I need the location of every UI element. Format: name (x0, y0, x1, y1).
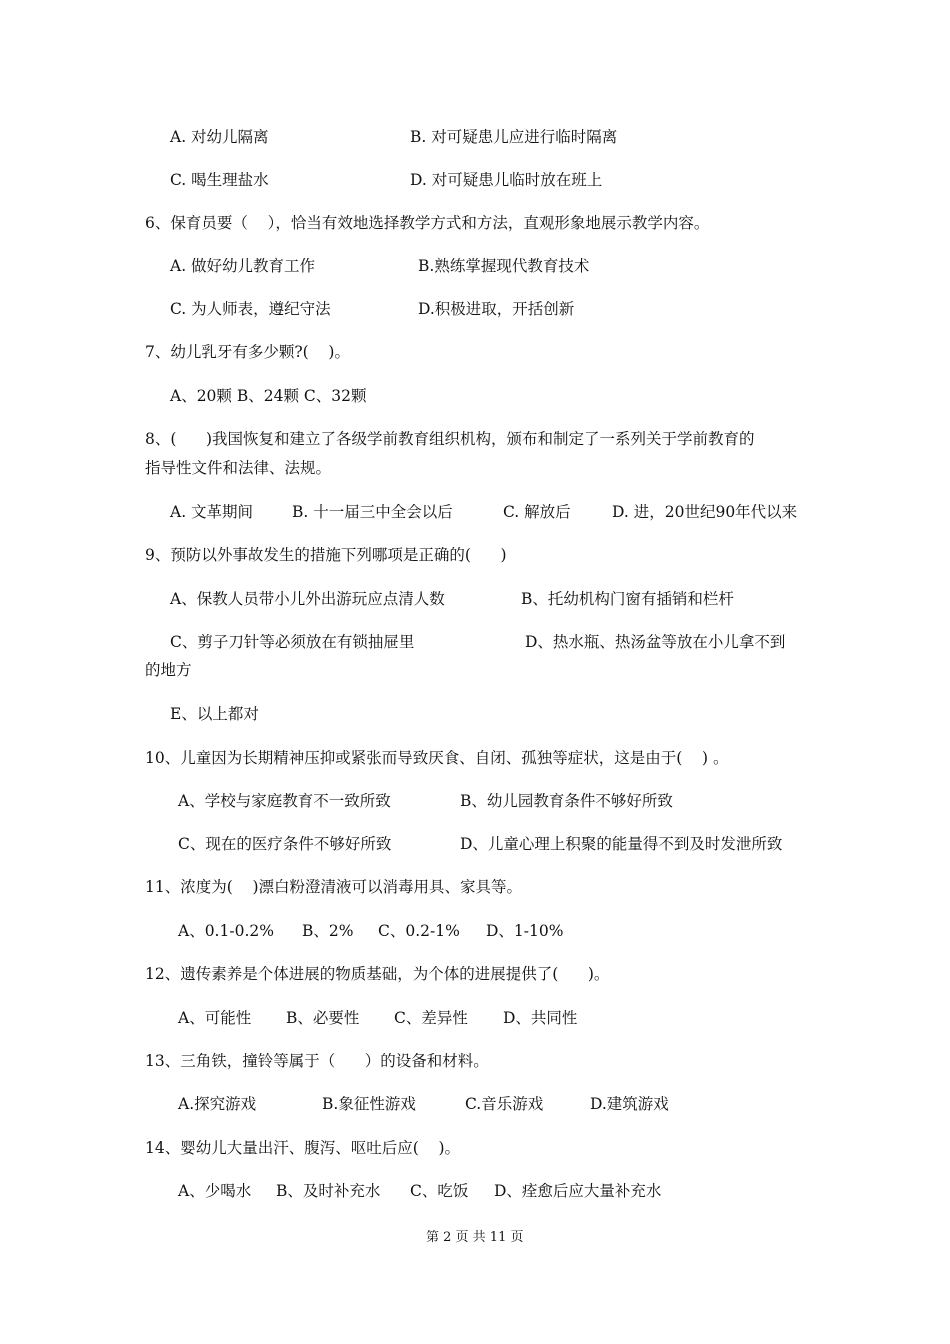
text-line: B、必要性 (286, 1009, 360, 1027)
text-line: B、及时补充水 (276, 1182, 381, 1200)
text-line: E、以上都对 (170, 705, 259, 723)
text-line: A、0.1-0.2% (178, 922, 274, 940)
text-line: 8、( )我国恢复和建立了各级学前教育组织机构，颁布和制定了一系列关于学前教育的 (145, 430, 755, 448)
text-line: 指导性文件和法律、法规。 (145, 459, 332, 477)
text-line: C.音乐游戏 (465, 1095, 544, 1113)
text-line: B、幼儿园教育条件不够好所致 (460, 792, 673, 810)
text-line: B、2% (302, 922, 354, 940)
text-line: D、热水瓶、热汤盆等放在小儿拿不到 (525, 633, 786, 651)
text-line: 的地方 (145, 661, 192, 679)
text-line: A. 对幼儿隔离 (170, 128, 269, 146)
text-line: B. 对可疑患儿应进行临时隔离 (410, 128, 618, 146)
text-line: 9、预防以外事故发生的措施下列哪项是正确的( ) (145, 546, 507, 564)
text-line: A. 文革期间 (170, 503, 254, 521)
text-line: A、20颗 B、24颗 C、32颗 (170, 387, 367, 405)
text-line: 13、三角铁，撞铃等属于（ ）的设备和材料。 (145, 1052, 489, 1070)
text-line: 10、儿童因为长期精神压抑或紧张而导致厌食、自闭、孤独等症状，这是由于( ) 。 (145, 749, 729, 767)
text-line: D. 对可疑患儿临时放在班上 (410, 171, 603, 189)
text-line: D、1-10% (486, 922, 564, 940)
text-line: C、吃饭 (410, 1182, 469, 1200)
page-footer: 第 2 页 共 11 页 (426, 1230, 524, 1245)
text-line: B.象征性游戏 (322, 1095, 416, 1113)
text-line: C、剪子刀针等必须放在有锁抽屉里 (170, 633, 415, 651)
text-line: B. 十一届三中全会以后 (292, 503, 453, 521)
text-line: 12、遗传素养是个体进展的物质基础，为个体的进展提供了( )。 (145, 965, 610, 983)
text-line: D. 进，20世纪90年代以来 (612, 503, 798, 521)
text-line: C. 为人师表，遵纪守法 (170, 300, 331, 318)
text-line: D、儿童心理上积聚的能量得不到及时发泄所致 (460, 835, 783, 853)
text-line: A、少喝水 (178, 1182, 252, 1200)
text-line: A.探究游戏 (178, 1095, 257, 1113)
text-line: 14、婴幼儿大量出汗、腹泻、呕吐后应( )。 (145, 1139, 461, 1157)
text-line: 7、幼儿乳牙有多少颗?( )。 (145, 343, 350, 361)
text-line: A. 做好幼儿教育工作 (170, 257, 316, 275)
text-line: A、保教人员带小儿外出游玩应点清人数 (170, 590, 445, 608)
text-line: C、现在的医疗条件不够好所致 (178, 835, 392, 853)
text-line: 11、浓度为( )漂白粉澄清液可以消毒用具、家具等。 (145, 878, 523, 896)
text-line: D、痊愈后应大量补充水 (494, 1182, 662, 1200)
text-line: C、差异性 (394, 1009, 468, 1027)
text-line: D.积极进取，开括创新 (418, 300, 575, 318)
text-line: C. 解放后 (503, 503, 571, 521)
text-line: B.熟练掌握现代教育技术 (418, 257, 590, 275)
text-line: D、共同性 (503, 1009, 578, 1027)
text-line: C、0.2-1% (378, 922, 460, 940)
text-line: A、可能性 (178, 1009, 252, 1027)
text-line: A、学校与家庭教育不一致所致 (178, 792, 391, 810)
text-line: 6、保育员要（ ），恰当有效地选择教学方式和方法，直观形象地展示教学内容。 (145, 214, 710, 232)
text-line: D.建筑游戏 (590, 1095, 669, 1113)
text-line: B、托幼机构门窗有插销和栏杆 (521, 590, 734, 608)
text-line: C. 喝生理盐水 (170, 171, 269, 189)
